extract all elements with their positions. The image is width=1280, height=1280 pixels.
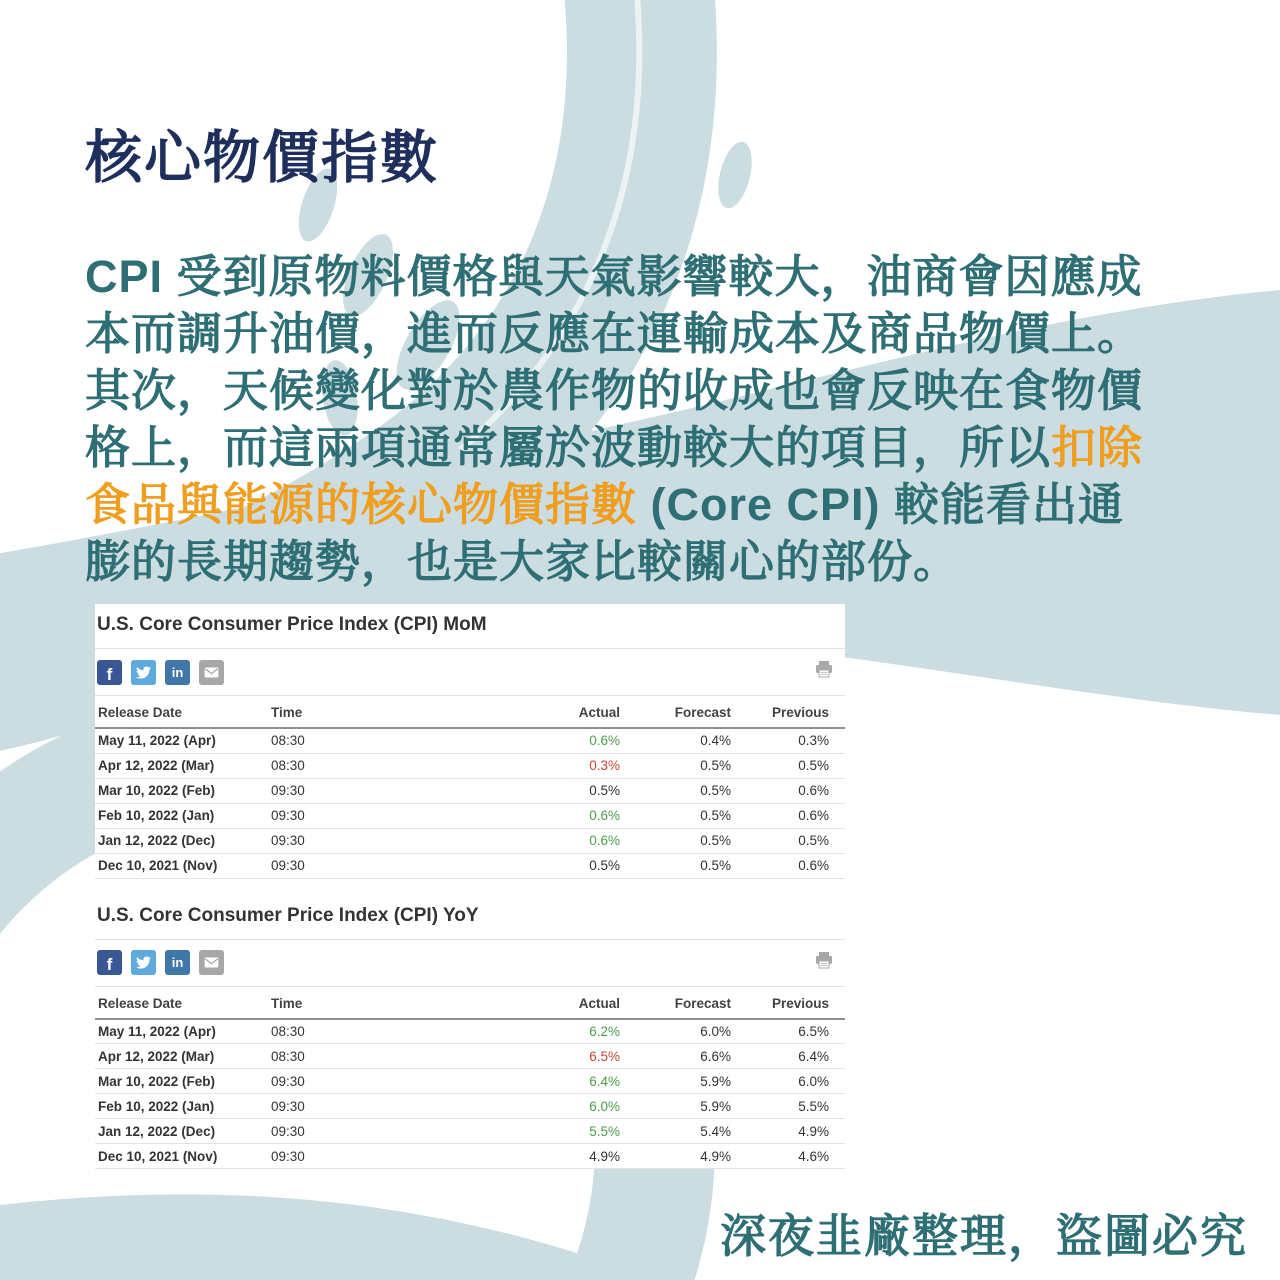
share-toolbar [95,649,845,695]
column-header-time: Time [271,989,431,1019]
forecast-cell: 5.4% [620,1119,731,1144]
table-row [95,853,845,878]
table-row [95,753,845,778]
paragraph-line [85,476,1215,533]
release-date-cell: May 11, 2022 (Apr) [95,728,271,753]
previous-cell: 4.9% [731,1119,845,1144]
intro-paragraph [85,248,1215,590]
forecast-cell: 6.0% [620,1019,731,1044]
actual-cell: 0.6% [431,728,620,753]
linkedin-icon[interactable]: in [165,950,190,975]
column-header-forecast: Forecast [620,989,731,1019]
cpi-tables-card [95,604,845,1169]
paragraph-text: CPI 受到原物料價格與天氣影響較大，油商會因應成 [85,251,1143,302]
actual-cell: 6.0% [431,1094,620,1119]
previous-cell: 0.3% [731,728,845,753]
previous-cell: 6.5% [731,1019,845,1044]
table-row [95,778,845,803]
time-cell: 09:30 [271,778,431,803]
facebook-icon[interactable]: f [97,950,122,975]
paragraph-text: 本而調升油價，進而反應在運輸成本及商品物價上。 [85,308,1144,359]
table-row [95,1044,845,1069]
twitter-icon[interactable] [131,950,156,975]
watermark: 深夜韭廠整理，盜圖必究 [720,1210,1248,1262]
release-date-cell: Jan 12, 2022 (Dec) [95,1119,271,1144]
paragraph-line [85,533,1215,590]
facebook-icon[interactable]: f [97,660,122,685]
release-date-cell: Feb 10, 2022 (Jan) [95,803,271,828]
release-date-cell: Dec 10, 2021 (Nov) [95,1144,271,1169]
linkedin-icon[interactable]: in [165,660,190,685]
column-header-release-date: Release Date [95,989,271,1019]
paragraph-line [85,419,1215,476]
email-icon[interactable] [199,660,224,685]
table-row [95,1094,845,1119]
paragraph-line [85,305,1215,362]
paragraph-line [85,248,1215,305]
actual-cell: 0.5% [431,778,620,803]
actual-cell: 0.3% [431,753,620,778]
release-date-cell: Mar 10, 2022 (Feb) [95,778,271,803]
actual-cell: 6.5% [431,1044,620,1069]
column-header-release-date: Release Date [95,698,271,728]
actual-cell: 5.5% [431,1119,620,1144]
previous-cell: 6.4% [731,1044,845,1069]
actual-cell: 0.5% [431,853,620,878]
release-date-cell: Apr 12, 2022 (Mar) [95,753,271,778]
column-header-actual: Actual [431,698,620,728]
share-toolbar [95,940,845,986]
printer-icon[interactable] [815,952,833,974]
table-row [95,1069,845,1094]
time-cell: 09:30 [271,1069,431,1094]
time-cell: 09:30 [271,803,431,828]
time-cell: 08:30 [271,728,431,753]
column-header-actual: Actual [431,989,620,1019]
time-cell: 09:30 [271,853,431,878]
column-header-previous: Previous [731,989,845,1019]
actual-cell: 0.6% [431,828,620,853]
forecast-cell: 4.9% [620,1144,731,1169]
paragraph-highlight: 食品與能源的核心物價指數 [85,479,638,530]
time-cell: 09:30 [271,828,431,853]
release-date-cell: Apr 12, 2022 (Mar) [95,1044,271,1069]
forecast-cell: 0.5% [620,828,731,853]
time-cell: 09:30 [271,1119,431,1144]
previous-cell: 6.0% [731,1069,845,1094]
table-row [95,828,845,853]
table-row [95,1019,845,1044]
previous-cell: 5.5% [731,1094,845,1119]
table-row [95,803,845,828]
cpi-mom-table-title: U.S. Core Consumer Price Index (CPI) MoM [97,614,487,635]
cpi-yoy-table-title: U.S. Core Consumer Price Index (CPI) YoY [97,904,479,926]
release-date-cell: Mar 10, 2022 (Feb) [95,1069,271,1094]
release-date-cell: May 11, 2022 (Apr) [95,1019,271,1044]
release-date-cell: Dec 10, 2021 (Nov) [95,853,271,878]
actual-cell: 0.6% [431,803,620,828]
forecast-cell: 0.5% [620,803,731,828]
paragraph-text: 格上，而這兩項通常屬於波動較大的項目，所以 [85,422,1052,473]
paragraph-highlight: 扣除 [1051,422,1144,473]
actual-cell: 6.4% [431,1069,620,1094]
cpi-mom-table [95,698,845,879]
table-row [95,1144,845,1169]
time-cell: 08:30 [271,1044,431,1069]
twitter-icon[interactable] [131,660,156,685]
release-date-cell: Feb 10, 2022 (Jan) [95,1094,271,1119]
forecast-cell: 6.6% [620,1044,731,1069]
column-header-forecast: Forecast [620,698,731,728]
cpi-yoy-table [95,989,845,1170]
divider [95,695,845,696]
previous-cell: 0.5% [731,828,845,853]
email-icon[interactable] [199,950,224,975]
previous-cell: 0.5% [731,753,845,778]
forecast-cell: 5.9% [620,1094,731,1119]
table-row [95,728,845,753]
release-date-cell: Jan 12, 2022 (Dec) [95,828,271,853]
forecast-cell: 0.5% [620,778,731,803]
previous-cell: 0.6% [731,778,845,803]
divider [95,986,845,987]
paragraph-text: 膨的長期趨勢，也是大家比較關心的部份。 [85,536,960,587]
forecast-cell: 0.5% [620,853,731,878]
column-header-time: Time [271,698,431,728]
actual-cell: 4.9% [431,1144,620,1169]
previous-cell: 0.6% [731,853,845,878]
table-row [95,1119,845,1144]
paragraph-line [85,362,1215,419]
page-title: 核心物價指數 [85,126,439,190]
printer-icon[interactable] [815,661,833,683]
paragraph-text: (Core CPI) 較能看出通 [637,479,1125,530]
forecast-cell: 0.5% [620,753,731,778]
time-cell: 08:30 [271,1019,431,1044]
forecast-cell: 0.4% [620,728,731,753]
time-cell: 09:30 [271,1144,431,1169]
previous-cell: 0.6% [731,803,845,828]
column-header-previous: Previous [731,698,845,728]
time-cell: 08:30 [271,753,431,778]
time-cell: 09:30 [271,1094,431,1119]
paragraph-text: 其次，天候變化對於農作物的收成也會反映在食物價 [85,365,1144,416]
forecast-cell: 5.9% [620,1069,731,1094]
previous-cell: 4.6% [731,1144,845,1169]
actual-cell: 6.2% [431,1019,620,1044]
